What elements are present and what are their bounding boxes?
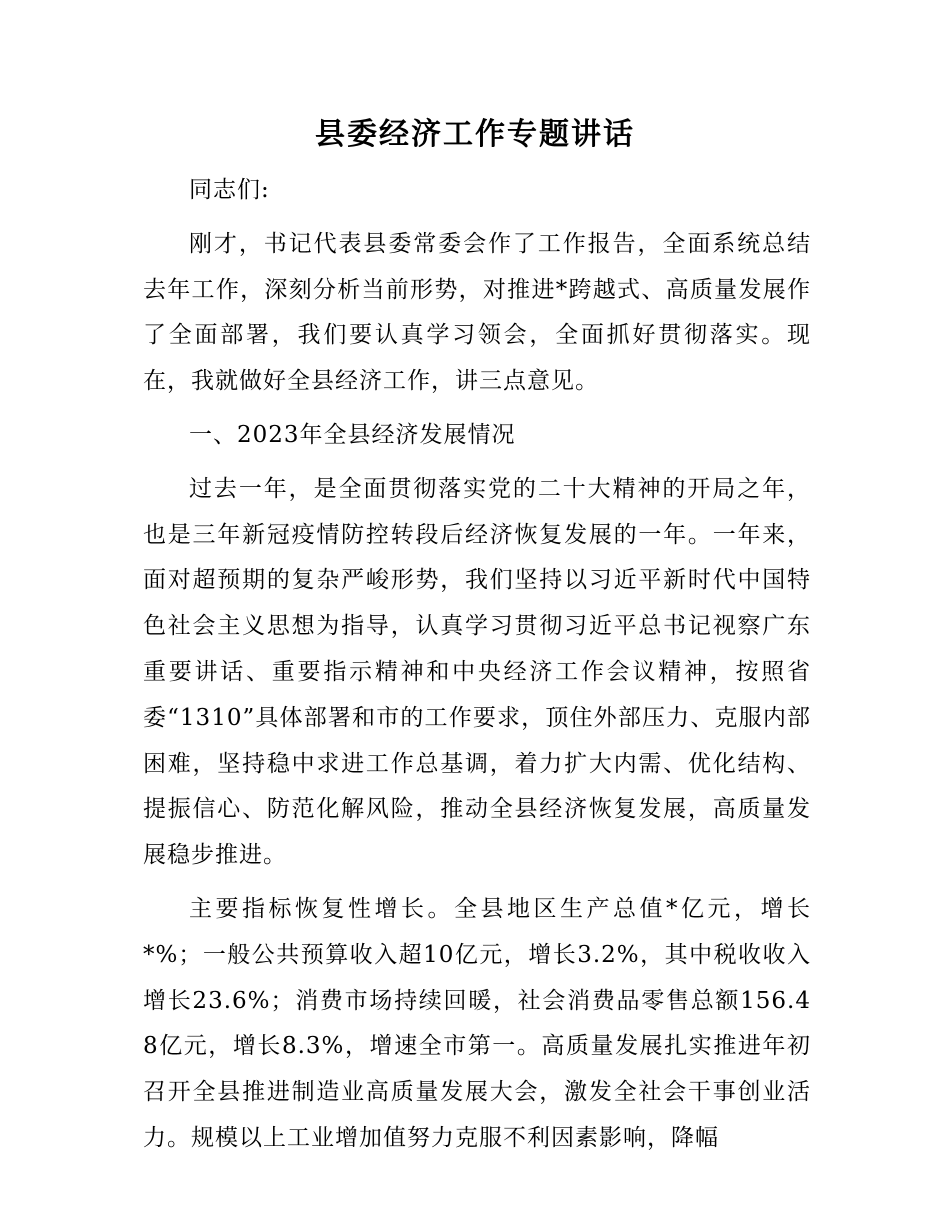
section-heading: 一、2023年全县经济发展情况 — [189, 421, 516, 448]
paragraph-indicators: 主要指标恢复性增长。全县地区生产总值*亿元，增长*%；一般公共预算收入超10亿元，增长3.2%，其中税收收入增长23.6%；消费市场持续回暖，社会消费品零售总额156.48亿元，增长8.3%，增速全市第一。高质量发展扎实推进年初召开全县推进制造业高质量发展大会，激发全社会干事创业活力。规模以上工业增加值努力克服不利因素影响，降幅 — [143, 895, 811, 1151]
paragraph-intro: 刚才，书记代表县委常委会作了工作报告，全面系统总结去年工作，深刻分析当前形势，对推进*跨越式、高质量发展作了全面部署，我们要认真学习领会，全面抓好贯彻落实。现在，我就做好全县经济工作，讲三点意见。 — [143, 230, 811, 395]
document-body — [143, 168, 811, 1162]
document-title: 县委经济工作专题讲话 — [315, 117, 635, 152]
salutation: 同志们: — [189, 177, 270, 203]
paragraph-review: 过去一年，是全面贯彻落实党的二十大精神的开局之年，也是三年新冠疫情防控转段后经济恢复发展的一年。一年来，面对超预期的复杂严峻形势，我们坚持以习近平新时代中国特色社会主义思想为指导，认真学习贯彻习近平总书记视察广东重要讲话、重要指示精神和中央经济工作会议精神，按照省委“1310”具体部署和市的工作要求，顶住外部压力、克服内部困难，坚持稳中求进工作总基调，着力扩大内需、优化结构、提振信心、防范化解风险，推动全县经济恢复发展，高质量发展稳步推进。 — [143, 475, 811, 869]
